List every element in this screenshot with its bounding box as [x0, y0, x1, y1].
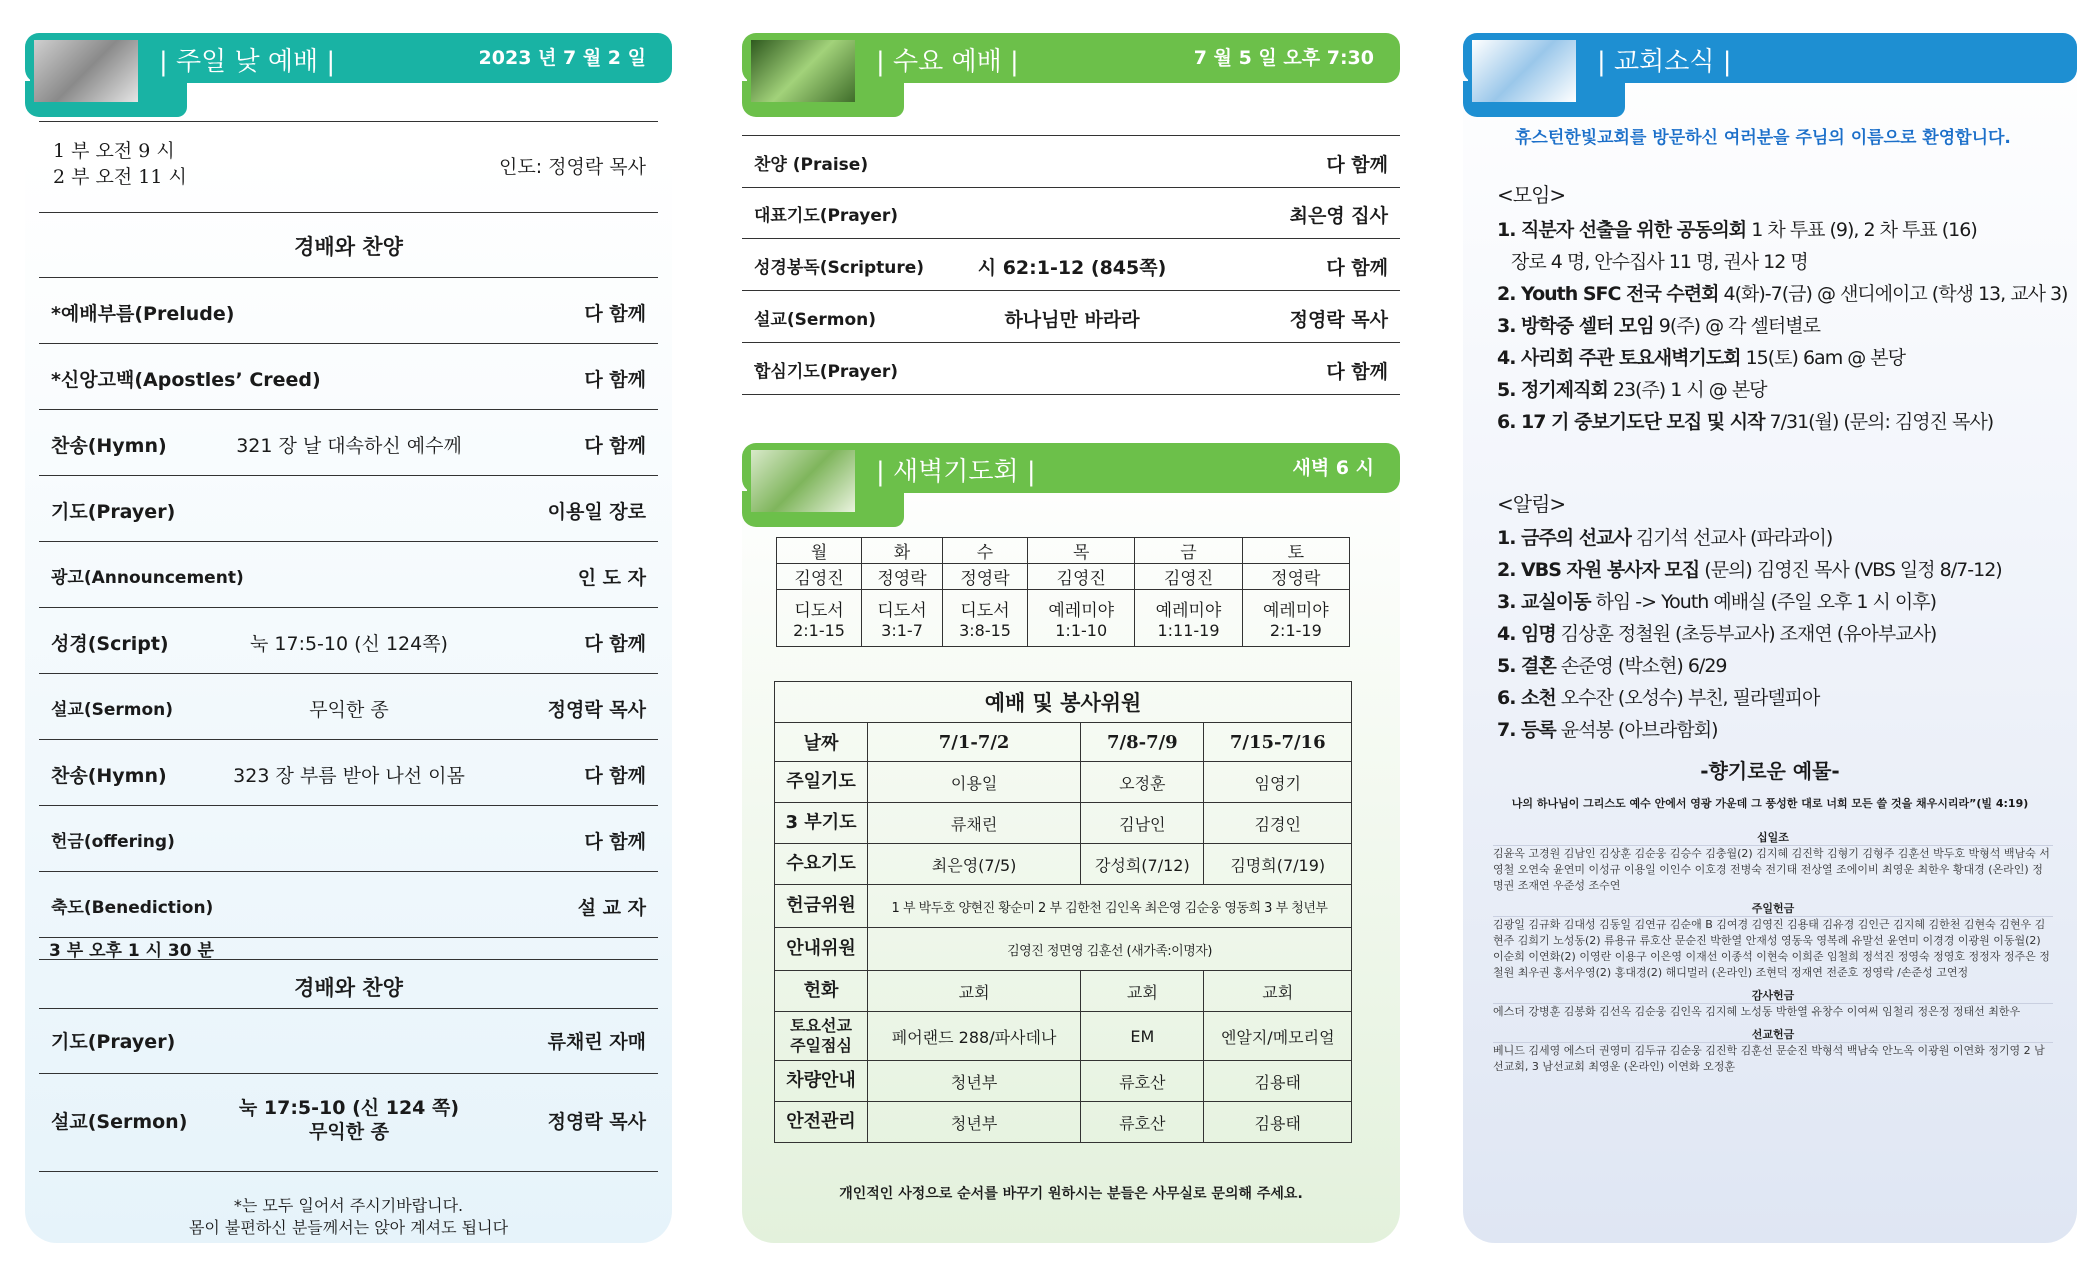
flower-photo-icon — [1468, 36, 1580, 106]
table-cell: 김용태 — [1204, 1061, 1352, 1102]
item-who: 다 함께 — [1326, 154, 1388, 176]
table-cell: 오정훈 — [1081, 762, 1204, 803]
table-row — [775, 1012, 1352, 1061]
item-name: 찬송(Hymn) — [51, 765, 167, 787]
item-title: 3. 방학중 셀터 모임 — [1497, 315, 1654, 337]
item-name: 찬송(Hymn) — [51, 435, 167, 457]
table-cell: 교회 — [1204, 971, 1352, 1012]
schedule-change-note: 개인적인 사정으로 순서를 바꾸기 원하시는 분들은 사무실로 문의해 주세요. — [839, 1186, 1303, 1202]
item-detail: 15(토) 6am @ 본당 — [1740, 347, 1905, 369]
item-who: 설 교 자 — [577, 897, 646, 919]
order-row — [39, 541, 658, 608]
wednesday-panel — [742, 33, 1400, 1243]
offering-group-name: 십일조 — [1757, 831, 1789, 844]
item-title: 1. 금주의 선교사 — [1497, 527, 1631, 549]
offering-groups — [1493, 823, 2053, 1075]
dawn-header — [742, 443, 1400, 493]
news-header — [1463, 33, 2077, 83]
table-row — [775, 885, 1352, 928]
time-second: 2 부 오전 11 시 — [53, 166, 187, 188]
table-row — [775, 1061, 1352, 1102]
item-detail: 시 62:1-12 (845쪽) — [977, 257, 1167, 279]
offering-group-name: 주일헌금 — [1751, 902, 1795, 915]
table-cell: 김명희(7/19) — [1204, 844, 1352, 885]
leader-cell: 김영진 — [1028, 564, 1135, 590]
item-title: 4. 임명 — [1497, 623, 1556, 645]
book-name: 예레미야 — [1155, 601, 1222, 621]
item-detail: 9(주) @ 각 셀터별로 — [1653, 315, 1820, 337]
table-cell: 김남인 — [1081, 803, 1204, 844]
row-label: 수요기도 — [775, 844, 868, 885]
order-row — [39, 343, 658, 410]
item-who: 다 함께 — [584, 369, 646, 391]
header-cell: 7/1-7/2 — [868, 723, 1081, 762]
item-who: 최은영 집사 — [1289, 205, 1388, 227]
item-title: 2. Youth SFC 전국 수련회 — [1497, 283, 1719, 305]
item-who: 인 도 자 — [577, 567, 646, 589]
meeting-item — [1497, 407, 1993, 434]
item-who: 류채린 자매 — [547, 1031, 646, 1053]
sunday-footnote — [25, 1195, 672, 1239]
notice-item — [1497, 619, 1936, 646]
item-name: 설교(Sermon) — [51, 700, 174, 720]
passage-cell — [1028, 590, 1135, 647]
item-name: 찬양 (Praise) — [754, 155, 869, 175]
offering-group-names: 베니드 김세영 에스더 권영미 김두규 김순웅 김진학 김훈선 문순진 박형석 백남숙 안노옥 이광원 이연화 정기영 2 남선교회, 3 남선교회 최영운 (온라인) 이연화 오정훈 — [1493, 1042, 2053, 1075]
notice-item — [1497, 555, 2002, 582]
table-cell: 청년부 — [868, 1102, 1081, 1143]
footnote-line-1: *는 모두 일어서 주시기바랍니다. — [233, 1196, 464, 1215]
dawn-leaders-row — [777, 564, 1350, 590]
item-name: 설교(Sermon) — [754, 310, 877, 330]
offering-group-name: 선교헌금 — [1751, 1028, 1795, 1041]
order-row — [39, 607, 658, 674]
meeting-item — [1511, 247, 1808, 274]
header-cell: 7/15-7/16 — [1204, 723, 1352, 762]
row-label: 주일기도 — [775, 762, 868, 803]
passage-cell — [1242, 590, 1349, 647]
order-row — [39, 409, 658, 476]
row-label: 3 부기도 — [775, 803, 868, 844]
welcome-message: 휴스턴한빛교회를 방문하신 여러분을 주님의 이름으로 환영합니다. — [1515, 128, 2011, 148]
item-who: 정영락 목사 — [1289, 309, 1388, 331]
merged-cell: 1 부 박두호 양현진 황순미 2 부 김한천 김인옥 최은영 김순웅 영동희 3 부 청년부 — [868, 885, 1352, 928]
header-cell: 7/8-7/9 — [1081, 723, 1204, 762]
dawn-time: 새벽 6 시 — [1292, 457, 1374, 479]
verse-range: 3:1-7 — [881, 621, 923, 640]
table-title: 예배 및 봉사위원 — [775, 682, 1352, 723]
wednesday-order-row — [742, 187, 1400, 239]
verse-range: 2:1-19 — [1269, 621, 1322, 640]
item-detail: 1 차 투표 (9), 2 차 투표 (16) — [1746, 219, 1977, 241]
table-cell: 페어랜드 288/파사데나 — [868, 1012, 1081, 1061]
candle-photo-icon — [747, 446, 859, 516]
passage-cell — [862, 590, 943, 647]
table-title-row — [775, 682, 1352, 723]
table-cell: 최은영(7/5) — [868, 844, 1081, 885]
table-cell: 강성희(7/12) — [1081, 844, 1204, 885]
leader-cell: 정영락 — [1242, 564, 1349, 590]
table-row — [775, 1102, 1352, 1143]
section-praise-row — [39, 211, 658, 278]
order-row — [39, 739, 658, 806]
item-detail: 323 장 부름 받아 나선 이몸 — [233, 765, 465, 787]
row-label: 헌화 — [775, 971, 868, 1012]
item-detail: 눅 17:5-10 (신 124쪽) — [250, 633, 448, 655]
item-name: *예배부름(Prelude) — [51, 303, 235, 325]
offering-verse: 나의 하나님이 그리스도 예수 안에서 영광 가운데 그 풍성한 대로 너희 모든 쓸 것을 채우시리라”(빌 4:19) — [1511, 797, 2029, 810]
item-name: 합심기도(Prayer) — [754, 362, 899, 382]
offering-group-names: 에스더 강병훈 김봉화 김선옥 김순웅 김인옥 김지혜 노성동 박한열 유창수 이여써 임철리 정은정 정태선 최한우 — [1493, 1003, 2053, 1020]
table-row — [775, 803, 1352, 844]
item-detail: (문의) 김영진 목사 (VBS 일정 8/7-12) — [1699, 559, 2002, 581]
day-cell: 수 — [942, 538, 1027, 564]
table-row — [775, 971, 1352, 1012]
table-cell: 교회 — [1081, 971, 1204, 1012]
item-title: 7. 등록 — [1497, 719, 1556, 741]
item-who: 다 함께 — [584, 831, 646, 853]
dawn-days-row — [777, 538, 1350, 564]
dawn-passages-row — [777, 590, 1350, 647]
table-cell: 김경인 — [1204, 803, 1352, 844]
footnote-line-2: 몸이 불편하신 분들께서는 앉아 계셔도 됩니다 — [188, 1218, 509, 1237]
row-label: 안전관리 — [775, 1102, 868, 1143]
item-who: 다 함께 — [1326, 257, 1388, 279]
notice-item — [1497, 683, 1819, 710]
item-detail: 하나님만 바라라 — [1004, 309, 1140, 331]
offering-group-names: 김윤옥 고경원 김남인 김상훈 김순웅 김승수 김충월(2) 김지혜 김진학 김형기 김형주 김훈선 박두호 박형석 백남숙 서영철 오연숙 윤연미 이성규 이용일 이인수 이호경 전병숙 전기태 전상열 조에이비 최영운 최한우 황대경 (온라인) 정명권 조재연 우준성 조수연 — [1493, 845, 2053, 894]
wednesday-order-row — [742, 291, 1400, 343]
notice-item — [1497, 715, 1718, 742]
order-row — [39, 871, 658, 938]
day-cell: 토 — [1242, 538, 1349, 564]
table-header-row — [775, 723, 1352, 762]
item-title: 3. 교실이동 — [1497, 591, 1591, 613]
notice-item — [1497, 651, 1727, 678]
table-cell: 류채린 — [868, 803, 1081, 844]
merged-cell: 김영진 정면영 김훈선 (새가족:이명자) — [868, 928, 1352, 971]
item-who: 다 함께 — [584, 303, 646, 325]
sunday-date: 2023 년 7 월 2 일 — [478, 47, 646, 69]
item-name: 기도(Prayer) — [51, 501, 176, 523]
book-name: 디도서 — [877, 601, 927, 621]
table-cell: 김용태 — [1204, 1102, 1352, 1143]
table-row — [775, 844, 1352, 885]
offering-title: -향기로운 예물- — [1700, 759, 1840, 783]
wednesday-order-row — [742, 343, 1400, 395]
table-cell: 청년부 — [868, 1061, 1081, 1102]
item-detail: 눅 17:5-10 (신 124 쪽) — [238, 1097, 460, 1119]
item-title: 5. 결혼 — [1497, 655, 1556, 677]
day-cell: 금 — [1135, 538, 1242, 564]
service-times-row — [39, 121, 658, 213]
item-who: 다 함께 — [584, 435, 646, 457]
item-name: 성경봉독(Scripture) — [754, 258, 925, 278]
passage-cell — [777, 590, 862, 647]
table-cell: 임영기 — [1204, 762, 1352, 803]
day-cell: 화 — [862, 538, 943, 564]
row-label: 차량안내 — [775, 1061, 868, 1102]
day-cell: 목 — [1028, 538, 1135, 564]
passage-cell — [1135, 590, 1242, 647]
section-praise-title: 경배와 찬양 — [294, 235, 403, 259]
item-who: 정영락 목사 — [547, 699, 646, 721]
order-row — [39, 277, 658, 344]
time-first: 1 부 오전 9 시 — [53, 140, 175, 162]
leader-cell: 정영락 — [942, 564, 1027, 590]
item-who: 이용일 장로 — [547, 501, 646, 523]
item-detail: 손준영 (박소현) 6/29 — [1555, 655, 1727, 677]
row-label: 토요선교 주일점심 — [775, 1012, 868, 1061]
offering-group-names: 김광일 김규화 김대성 김동일 김연규 김순애 B 김여경 김영진 김용태 김유경 김인근 김지혜 김한천 김현숙 김현우 김현주 김희기 노성동(2) 류용규 류호산 문순진 박한열 안재성 영동욱 영복례 유말선 윤연미 이경경 이광원 이동월(2) 이순희 이연화(2) 이영란 이용구 이은영 이재선 이종석 이현숙 이희준 임철희 정석진 정영숙 정영호 정정자 정주은 정철원 최우권 홍서우영(2) 홍대경(2) 해디멀러 (온라인) 조현덕 정재연 전준호 정영락 /손준성 고연정 — [1493, 916, 2053, 981]
item-who: 다 함께 — [584, 765, 646, 787]
meeting-item — [1497, 311, 1820, 338]
sunday-title: | 주일 낮 예배 | — [159, 47, 336, 77]
passage-cell — [942, 590, 1027, 647]
meeting-item — [1497, 215, 1977, 242]
section-praise-title-2: 경배와 찬양 — [294, 976, 403, 1000]
item-title: 6. 소천 — [1497, 687, 1556, 709]
item-detail: 김기석 선교사 (파라과이) — [1630, 527, 1833, 549]
table-cell: EM — [1081, 1012, 1204, 1061]
meeting-title: <모임> — [1497, 183, 1566, 207]
wednesday-title: | 수요 예배 | — [876, 47, 1019, 77]
item-detail: 김상훈 정철원 (초등부교사) 조재연 (유아부교사) — [1555, 623, 1937, 645]
church-news-panel — [1463, 33, 2077, 1243]
verse-range: 2:1-15 — [793, 621, 845, 640]
table-cell: 엔알지/메모리얼 — [1204, 1012, 1352, 1061]
item-name: 설교(Sermon) — [51, 1111, 188, 1133]
leader-cell: 김영진 — [777, 564, 862, 590]
sunday-worship-panel — [25, 33, 672, 1243]
wednesday-header — [742, 33, 1400, 83]
order-row — [39, 475, 658, 542]
meeting-item — [1497, 279, 2067, 306]
item-detail: 윤석봉 (아브라함회) — [1555, 719, 1718, 741]
item-name: 헌금(offering) — [51, 832, 175, 852]
item-name: 축도(Benediction) — [51, 898, 214, 918]
item-name: 대표기도(Prayer) — [754, 206, 899, 226]
item-name: 성경(Script) — [51, 633, 169, 655]
row-label: 안내위원 — [775, 928, 868, 971]
third-service-time: 3 부 오후 1 시 30 분 — [49, 941, 214, 961]
offering-group-name: 감사헌금 — [1751, 989, 1795, 1002]
notice-item — [1497, 587, 1936, 614]
table-cell: 류호산 — [1081, 1102, 1204, 1143]
row-label: 헌금위원 — [775, 885, 868, 928]
third-prayer-row — [39, 1007, 658, 1074]
item-title: 1. 직분자 선출을 위한 공동의회 — [1497, 219, 1747, 241]
verse-range: 3:8-15 — [959, 621, 1011, 640]
item-detail: 23(주) 1 시 @ 본당 — [1607, 379, 1767, 401]
item-title: 6. 17 기 중보기도단 모집 및 시작 — [1497, 411, 1765, 433]
item-detail: 하임 -> Youth 예배실 (주일 오후 1 시 이후) — [1590, 591, 1937, 613]
leader-cell: 정영락 — [862, 564, 943, 590]
item-title: 4. 사리회 주관 토요새벽기도회 — [1497, 347, 1741, 369]
item-detail: 장로 4 명, 안수집사 11 명, 권사 12 명 — [1511, 251, 1808, 273]
item-title: 5. 정기제직회 — [1497, 379, 1608, 401]
item-who: 다 함께 — [584, 633, 646, 655]
item-detail: 321 장 날 대속하신 예수께 — [236, 435, 462, 457]
worship-leader: 인도: 정영락 목사 — [499, 156, 646, 178]
dawn-title: | 새벽기도회 | — [876, 457, 1036, 487]
item-who: 정영락 목사 — [547, 1111, 646, 1133]
service-volunteer-table — [774, 681, 1352, 1143]
verse-range: 1:1-10 — [1055, 621, 1108, 640]
meeting-item — [1497, 375, 1767, 402]
item-detail: 7/31(월) (문의: 김영진 목사) — [1764, 411, 1994, 433]
table-cell: 류호산 — [1081, 1061, 1204, 1102]
notice-title: <알림> — [1497, 492, 1566, 516]
wednesday-order-row — [742, 135, 1400, 188]
sunday-header — [25, 33, 672, 83]
item-detail: 무익한 종 — [309, 699, 389, 721]
order-row — [39, 673, 658, 740]
item-name: 광고(Announcement) — [51, 568, 244, 588]
table-cell: 교회 — [868, 971, 1081, 1012]
wednesday-date: 7 월 5 일 오후 7:30 — [1193, 47, 1374, 69]
day-cell: 월 — [777, 538, 862, 564]
notice-item — [1497, 523, 1832, 550]
table-row — [775, 928, 1352, 971]
order-row — [39, 805, 658, 872]
wooden-cross-photo-icon — [747, 36, 859, 106]
meeting-item — [1497, 343, 1905, 370]
item-detail-2: 무익한 종 — [308, 1121, 390, 1143]
item-name: *신앙고백(Apostles’ Creed) — [51, 369, 321, 391]
third-sermon-row — [39, 1073, 658, 1172]
table-cell: 이용일 — [868, 762, 1081, 803]
book-name: 디도서 — [960, 601, 1010, 621]
dawn-schedule-table — [776, 537, 1350, 647]
table-row — [775, 762, 1352, 803]
book-name: 예레미야 — [1048, 601, 1115, 621]
book-name: 디도서 — [794, 601, 844, 621]
header-cell: 날짜 — [775, 723, 868, 762]
book-name: 예레미야 — [1262, 601, 1329, 621]
leader-cell: 김영진 — [1135, 564, 1242, 590]
news-title: | 교회소식 | — [1597, 47, 1732, 77]
item-name: 기도(Prayer) — [51, 1031, 176, 1053]
item-title: 2. VBS 자원 봉사자 모집 — [1497, 559, 1700, 581]
wednesday-order-row — [742, 239, 1400, 291]
section-praise-row-2 — [39, 959, 658, 1009]
item-detail: 4(화)-7(금) @ 샌디에이고 (학생 13, 교사 3) — [1718, 283, 2068, 305]
cross-book-photo-icon — [30, 36, 142, 106]
item-detail: 오수잔 (오성수) 부친, 필라델피아 — [1555, 687, 1820, 709]
verse-range: 1:11-19 — [1157, 621, 1220, 640]
item-who: 다 함께 — [1326, 361, 1388, 383]
